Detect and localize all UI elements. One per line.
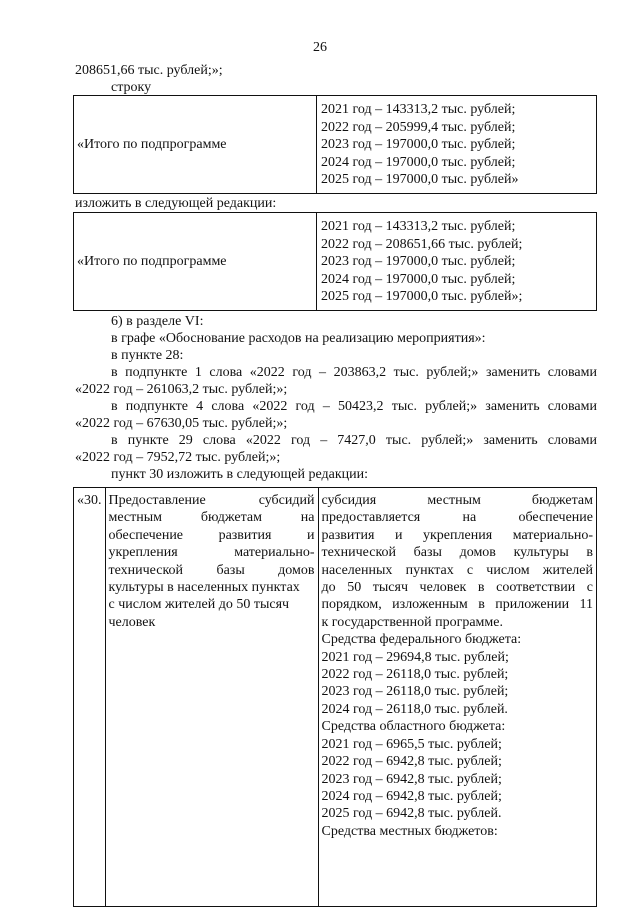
funding-line: 2022 год – 6942,8 тыс. рублей; [321,754,502,770]
funding-line: 2023 год – 26118,0 тыс. рублей; [321,684,509,700]
description-line: технической базы домов [108,562,315,578]
paragraph-item-28: в пункте 28: [111,348,184,363]
funding-line: 2024 год – 6942,8 тыс. рублей; [321,788,502,804]
old-total-table [73,95,597,194]
funding-line: 2021 год – 29694,8 тыс. рублей; [321,649,509,665]
new-total-row: 2023 год – 197000,0 тыс. рублей; [321,254,516,270]
new-total-table [73,212,597,311]
item-30-description [105,488,318,907]
paragraph-subitem-4-cont: «2022 год – 67630,05 тыс. рублей;»; [75,416,288,431]
funding-heading: Средства областного бюджета: [321,719,506,735]
description-line: обеспечение развития и [108,527,315,543]
paragraph-subitem-4: в подпункте 4 слова «2022 год – 50423,2 тыс. рублей;» заменить словами [111,399,597,414]
paragraph-subitem-1: в подпункте 1 слова «2022 год – 203863,2 тыс. рублей;» заменить словами [111,365,597,380]
description-line: Предоставление субсидий [108,493,315,508]
item-30-justification [318,488,597,907]
new-total-row: 2022 год – 208651,66 тыс. рублей; [321,236,523,252]
description-line: местным бюджетам на [108,510,315,526]
continuation-line: 208651,66 тыс. рублей;»; [75,63,223,78]
old-total-row: 2025 год – 197000,0 тыс. рублей» [321,172,519,188]
funding-line: 2021 год – 6965,5 тыс. рублей; [321,736,502,752]
justification-line: развития и укрепления материально- [321,527,593,543]
description-line: культуры в населенных пунктах [108,580,300,596]
funding-heading: Средства местных бюджетов: [321,823,498,839]
item-30-number: «30. [74,488,106,907]
new-total-row: 2025 год – 197000,0 тыс. рублей»; [321,289,523,305]
old-total-values [317,96,597,194]
description-line: человек [108,614,156,630]
new-total-row: 2021 год – 143313,2 тыс. рублей; [321,219,516,235]
edit-instruction: изложить в следующей редакции: [75,196,277,211]
justification-line: к государственной программе. [321,614,503,630]
paragraph-item-30: пункт 30 изложить в следующей редакции: [111,467,368,482]
justification-line: предоставляется на обеспечение [321,510,593,526]
justification-line: порядком, изложенным в приложении 11 [321,597,593,613]
old-total-row: 2023 год – 197000,0 тыс. рублей; [321,137,516,153]
old-total-label: «Итого по подпрограмме [74,96,317,194]
old-total-row: 2021 год – 143313,2 тыс. рублей; [321,102,516,118]
justification-line: населенных пунктах с числом жителей [321,562,593,578]
old-total-row: 2022 год – 205999,4 тыс. рублей; [321,119,516,135]
word-stroku: строку [111,80,152,95]
old-total-row: 2024 год – 197000,0 тыс. рублей; [321,154,516,170]
description-line: укрепления материально- [108,545,315,561]
paragraph-item-29: в пункте 29 слова «2022 год – 7427,0 тыс. рублей;» заменить словами [111,433,597,448]
funding-line: 2023 год – 6942,8 тыс. рублей; [321,771,502,787]
justification-line: субсидия местным бюджетам [321,493,593,508]
paragraph-column: в графе «Обоснование расходов на реализацию мероприятия»: [111,331,486,346]
paragraph-section-vi: 6) в разделе VI: [111,314,204,329]
new-total-row: 2024 год – 197000,0 тыс. рублей; [321,271,516,287]
funding-heading: Средства федерального бюджета: [321,632,522,648]
funding-line: 2025 год – 6942,8 тыс. рублей. [321,806,502,822]
funding-line: 2024 год – 26118,0 тыс. рублей. [321,701,508,717]
description-line: с числом жителей до 50 тысяч [108,597,290,613]
page-number: 26 [313,40,327,55]
new-total-label: «Итого по подпрограмме [74,213,317,311]
item-30-table [73,487,597,907]
new-total-values [317,213,597,311]
justification-line: до 50 тысяч человек в соответствии с [321,580,593,596]
paragraph-item-29-cont: «2022 год – 7952,72 тыс. рублей;»; [75,450,281,465]
funding-line: 2022 год – 26118,0 тыс. рублей; [321,667,509,683]
justification-line: технической базы домов культуры в [321,545,593,561]
paragraph-subitem-1-cont: «2022 год – 261063,2 тыс. рублей;»; [75,382,288,397]
